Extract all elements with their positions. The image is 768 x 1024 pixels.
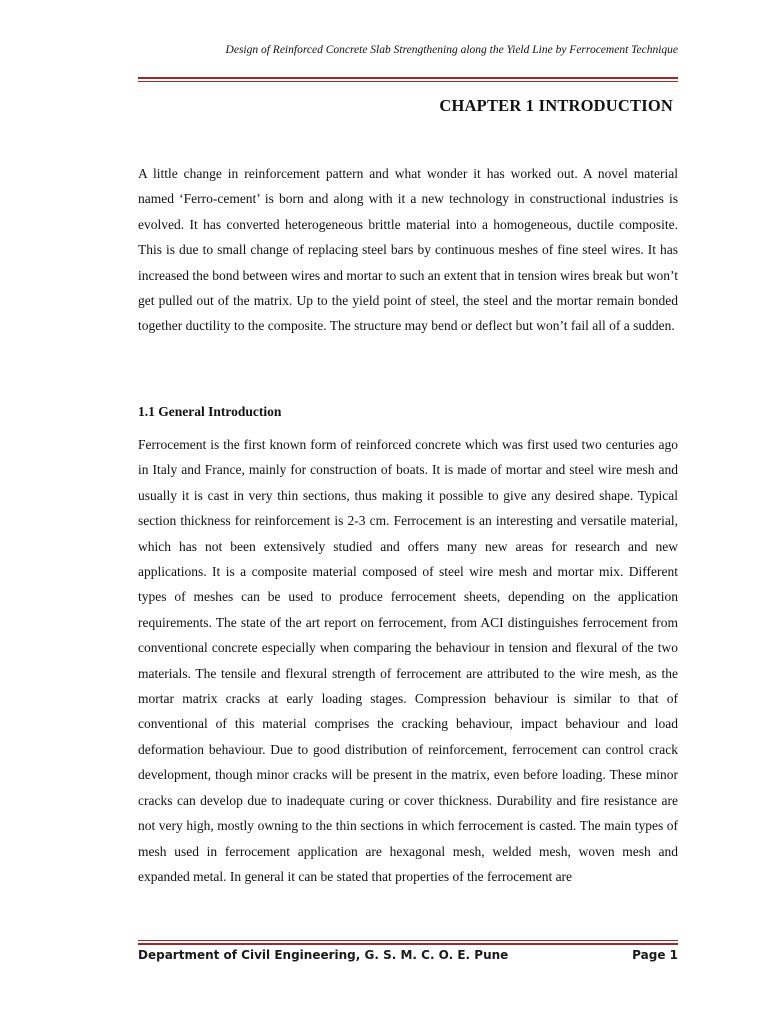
- header-rule-thick: [138, 77, 678, 79]
- general-introduction-paragraph: Ferrocement is the first known form of reinforced concrete which was first used two centuries ago in Italy and France, mainly for construction of boats. It is made of mortar and steel wire mesh and usually it is cast in very thin sections, thus making it possible to give any desired shape. Typical section thickness for reinforcement is 2-3 cm. Ferrocement is an interesting and versatile material, which has not been extensively studied and offers many new areas for research and new applications. It is a composite material composed of steel wire mesh and mortar mix. Different types of meshes can be used to produce ferrocement sheets, depending on the application requirements. The state of the art report on ferrocement, from ACI distinguishes ferrocement from conventional concrete especially when comparing the behaviour in tension and flexural of the two materials. The tensile and flexural strength of ferrocement are attributed to the wire mesh, as the mortar matrix cracks at early loading stages. Compression behaviour is similar to that of conventional of this material comprises the cracking behaviour, impact behaviour and load deformation behaviour. Due to good distribution of reinforcement, ferrocement can control crack development, though minor cracks will be present in the matrix, even before loading. These minor cracks can develop due to inadequate curing or cover thickness. Durability and fire resistance are not very high, mostly owning to the thin sections in which ferrocement is casted. The main types of mesh used in ferrocement application are hexagonal mesh, welded mesh, woven mesh and expanded metal. In general it can be stated that properties of the ferrocement are: [138, 437, 678, 884]
- footer-rule-thin: [138, 940, 678, 941]
- running-header: Design of Reinforced Concrete Slab Strengthening along the Yield Line by Ferrocement Technique: [225, 44, 678, 56]
- footer-page-number: Page 1: [632, 948, 678, 962]
- intro-paragraph: A little change in reinforcement pattern and what wonder it has worked out. A novel material named ‘Ferro-cement’ is born and along with it a new technology in constructional industries is evolved. It has converted heterogeneous brittle material into a homogeneous, ductile composite. This is due to small change of replacing steel bars by continuous meshes of fine steel wires. It has increased the bond between wires and mortar to such an extent that in tension wires break but won’t get pulled out of the matrix. Up to the yield point of steel, the steel and the mortar remain bonded together ductility to the composite. The structure may bend or deflect but won’t fail all of a sudden.: [138, 166, 678, 334]
- footer-department: Department of Civil Engineering, G. S. M. C. O. E. Pune: [138, 948, 509, 962]
- footer-rule-thick: [138, 943, 678, 945]
- header-rule-thin: [138, 81, 678, 82]
- general-introduction-block: [138, 432, 678, 889]
- intro-paragraph-block: [138, 161, 678, 339]
- section-heading-general-introduction: 1.1 General Introduction: [138, 404, 282, 419]
- chapter-title: CHAPTER 1 INTRODUCTION: [439, 96, 673, 115]
